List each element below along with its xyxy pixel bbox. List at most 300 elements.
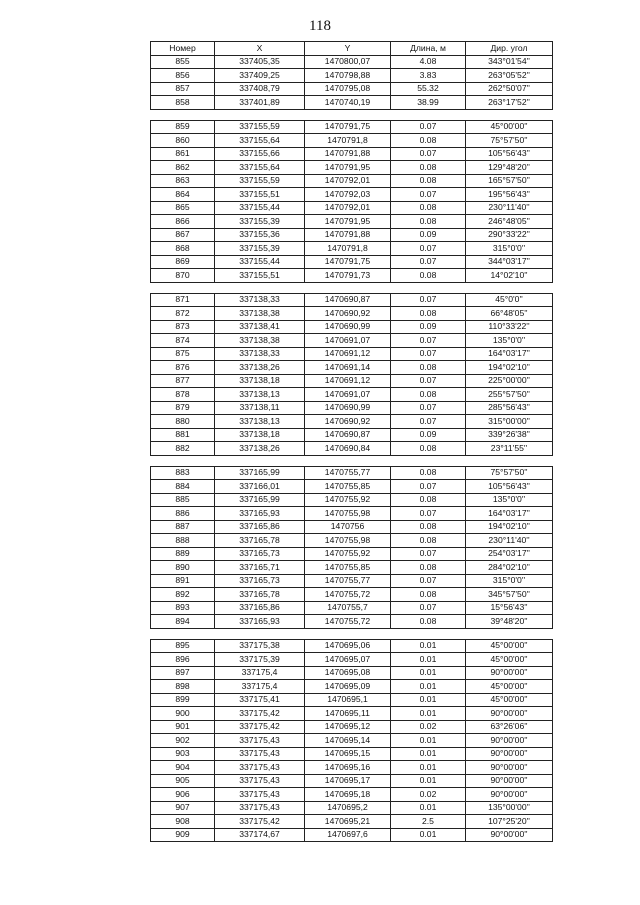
table-row — [151, 361, 553, 375]
y-cell: 1470695,09 — [305, 680, 391, 694]
table-row — [151, 680, 553, 694]
x-cell: 337175,43 — [215, 801, 305, 815]
x-cell: 337405,35 — [215, 55, 305, 69]
direction-angle-cell: 105°56'43'' — [466, 480, 553, 494]
direction-angle-cell: 230°11'40'' — [466, 201, 553, 215]
x-cell: 337138,26 — [215, 361, 305, 375]
table-row — [151, 707, 553, 721]
x-cell: 337138,13 — [215, 415, 305, 429]
y-cell: 1470791,95 — [305, 161, 391, 175]
x-cell: 337138,33 — [215, 347, 305, 361]
direction-angle-cell: 194°02'10'' — [466, 361, 553, 375]
length-cell: 0.08 — [391, 561, 466, 575]
table-row — [151, 588, 553, 602]
length-cell: 0.07 — [391, 347, 466, 361]
length-cell: 0.08 — [391, 134, 466, 148]
point-number-cell: 897 — [151, 666, 215, 680]
y-cell: 1470791,8 — [305, 242, 391, 256]
point-number-cell: 860 — [151, 134, 215, 148]
point-number-cell: 887 — [151, 520, 215, 534]
length-cell: 0.07 — [391, 574, 466, 588]
y-cell: 1470740,19 — [305, 96, 391, 110]
table-row — [151, 693, 553, 707]
direction-angle-cell: 23°11'55'' — [466, 442, 553, 456]
length-cell: 0.07 — [391, 293, 466, 307]
length-cell: 0.07 — [391, 547, 466, 561]
y-cell: 1470691,07 — [305, 388, 391, 402]
x-cell: 337165,99 — [215, 466, 305, 480]
length-cell: 0.01 — [391, 639, 466, 653]
length-cell: 0.07 — [391, 374, 466, 388]
direction-angle-cell: 285°56'43'' — [466, 401, 553, 415]
x-cell: 337175,42 — [215, 720, 305, 734]
y-cell: 1470792,01 — [305, 174, 391, 188]
point-number-cell: 883 — [151, 466, 215, 480]
point-number-cell: 866 — [151, 215, 215, 229]
point-number-cell: 889 — [151, 547, 215, 561]
table-row — [151, 561, 553, 575]
length-cell: 0.08 — [391, 493, 466, 507]
point-number-cell: 877 — [151, 374, 215, 388]
table-row — [151, 55, 553, 69]
x-cell: 337165,99 — [215, 493, 305, 507]
y-cell: 1470755,85 — [305, 561, 391, 575]
point-number-cell: 885 — [151, 493, 215, 507]
x-cell: 337175,43 — [215, 734, 305, 748]
x-cell: 337408,79 — [215, 82, 305, 96]
y-cell: 1470792,03 — [305, 188, 391, 202]
x-cell: 337175,42 — [215, 707, 305, 721]
y-cell: 1470691,12 — [305, 374, 391, 388]
x-cell: 337155,39 — [215, 242, 305, 256]
table-row — [151, 374, 553, 388]
length-cell: 0.08 — [391, 466, 466, 480]
y-cell: 1470791,8 — [305, 134, 391, 148]
table-row — [151, 774, 553, 788]
y-cell: 1470690,92 — [305, 307, 391, 321]
length-cell: 0.01 — [391, 774, 466, 788]
table-row — [151, 307, 553, 321]
point-number-cell: 890 — [151, 561, 215, 575]
x-cell: 337175,43 — [215, 747, 305, 761]
length-cell: 0.08 — [391, 361, 466, 375]
point-number-cell: 856 — [151, 69, 215, 83]
point-number-cell: 880 — [151, 415, 215, 429]
point-number-cell: 881 — [151, 428, 215, 442]
y-cell: 1470690,92 — [305, 415, 391, 429]
table-body — [151, 55, 553, 842]
table-row — [151, 493, 553, 507]
direction-angle-cell: 315°0'0'' — [466, 242, 553, 256]
length-cell: 2.5 — [391, 815, 466, 829]
direction-angle-cell: 315°00'00'' — [466, 415, 553, 429]
table-row — [151, 215, 553, 229]
point-number-cell: 875 — [151, 347, 215, 361]
y-cell: 1470695,14 — [305, 734, 391, 748]
point-number-cell: 899 — [151, 693, 215, 707]
length-cell: 0.07 — [391, 242, 466, 256]
table-row — [151, 201, 553, 215]
y-cell: 1470755,92 — [305, 493, 391, 507]
y-cell: 1470755,85 — [305, 480, 391, 494]
x-cell: 337138,41 — [215, 320, 305, 334]
point-number-cell: 884 — [151, 480, 215, 494]
point-number-cell: 872 — [151, 307, 215, 321]
length-cell: 0.07 — [391, 120, 466, 134]
table-row — [151, 828, 553, 842]
length-cell: 0.07 — [391, 480, 466, 494]
length-cell: 0.07 — [391, 507, 466, 521]
table-row — [151, 801, 553, 815]
length-cell: 55.32 — [391, 82, 466, 96]
table-row — [151, 388, 553, 402]
length-cell: 0.07 — [391, 147, 466, 161]
y-cell: 1470691,07 — [305, 334, 391, 348]
table-row — [151, 720, 553, 734]
table-row — [151, 82, 553, 96]
x-cell: 337138,18 — [215, 374, 305, 388]
length-cell: 0.08 — [391, 388, 466, 402]
x-cell: 337155,39 — [215, 215, 305, 229]
length-cell: 0.01 — [391, 761, 466, 775]
length-cell: 38.99 — [391, 96, 466, 110]
length-cell: 0.08 — [391, 534, 466, 548]
header-y: Y — [305, 42, 391, 56]
y-cell: 1470695,15 — [305, 747, 391, 761]
direction-angle-cell: 135°0'0'' — [466, 334, 553, 348]
direction-angle-cell: 45°0'0'' — [466, 293, 553, 307]
y-cell: 1470755,72 — [305, 615, 391, 629]
table-row — [151, 747, 553, 761]
point-number-cell: 871 — [151, 293, 215, 307]
length-cell: 0.02 — [391, 788, 466, 802]
direction-angle-cell: 246°48'05'' — [466, 215, 553, 229]
x-cell: 337155,44 — [215, 255, 305, 269]
table-row — [151, 320, 553, 334]
length-cell: 0.01 — [391, 801, 466, 815]
y-cell: 1470791,95 — [305, 215, 391, 229]
x-cell: 337155,44 — [215, 201, 305, 215]
point-number-cell: 891 — [151, 574, 215, 588]
table-row — [151, 69, 553, 83]
y-cell: 1470691,14 — [305, 361, 391, 375]
y-cell: 1470695,2 — [305, 801, 391, 815]
group-separator — [151, 628, 553, 639]
point-number-cell: 878 — [151, 388, 215, 402]
table-row — [151, 666, 553, 680]
length-cell: 0.01 — [391, 666, 466, 680]
length-cell: 0.09 — [391, 320, 466, 334]
y-cell: 1470690,87 — [305, 428, 391, 442]
point-number-cell: 863 — [151, 174, 215, 188]
y-cell: 1470791,75 — [305, 255, 391, 269]
y-cell: 1470695,18 — [305, 788, 391, 802]
point-number-cell: 855 — [151, 55, 215, 69]
direction-angle-cell: 110°33'22'' — [466, 320, 553, 334]
x-cell: 337138,13 — [215, 388, 305, 402]
direction-angle-cell: 45°00'00'' — [466, 120, 553, 134]
direction-angle-cell: 90°00'00'' — [466, 761, 553, 775]
table-row — [151, 547, 553, 561]
point-number-cell: 894 — [151, 615, 215, 629]
length-cell: 0.08 — [391, 269, 466, 283]
table-row — [151, 466, 553, 480]
y-cell: 1470795,08 — [305, 82, 391, 96]
group-separator — [151, 455, 553, 466]
x-cell: 337165,71 — [215, 561, 305, 575]
y-cell: 1470791,73 — [305, 269, 391, 283]
point-number-cell: 861 — [151, 147, 215, 161]
length-cell: 0.01 — [391, 680, 466, 694]
point-number-cell: 904 — [151, 761, 215, 775]
point-number-cell: 896 — [151, 653, 215, 667]
x-cell: 337155,59 — [215, 174, 305, 188]
table-row — [151, 269, 553, 283]
point-number-cell: 869 — [151, 255, 215, 269]
length-cell: 0.07 — [391, 334, 466, 348]
coordinates-table — [150, 41, 553, 842]
point-number-cell: 858 — [151, 96, 215, 110]
y-cell: 1470755,77 — [305, 574, 391, 588]
direction-angle-cell: 75°57'50'' — [466, 466, 553, 480]
length-cell: 0.08 — [391, 161, 466, 175]
y-cell: 1470695,12 — [305, 720, 391, 734]
length-cell: 0.01 — [391, 828, 466, 842]
point-number-cell: 876 — [151, 361, 215, 375]
length-cell: 0.09 — [391, 228, 466, 242]
table-row — [151, 255, 553, 269]
length-cell: 0.08 — [391, 520, 466, 534]
y-cell: 1470792,01 — [305, 201, 391, 215]
point-number-cell: 908 — [151, 815, 215, 829]
length-cell: 0.08 — [391, 201, 466, 215]
direction-angle-cell: 262°50'07'' — [466, 82, 553, 96]
x-cell: 337409,25 — [215, 69, 305, 83]
point-number-cell: 895 — [151, 639, 215, 653]
direction-angle-cell: 194°02'10'' — [466, 520, 553, 534]
point-number-cell: 862 — [151, 161, 215, 175]
table-row — [151, 761, 553, 775]
x-cell: 337166,01 — [215, 480, 305, 494]
table-row — [151, 174, 553, 188]
direction-angle-cell: 165°57'50'' — [466, 174, 553, 188]
table-row — [151, 480, 553, 494]
table-row — [151, 347, 553, 361]
header-x: X — [215, 42, 305, 56]
direction-angle-cell: 230°11'40'' — [466, 534, 553, 548]
table-row — [151, 601, 553, 615]
direction-angle-cell: 107°25'20'' — [466, 815, 553, 829]
direction-angle-cell: 45°00'00'' — [466, 693, 553, 707]
point-number-cell: 870 — [151, 269, 215, 283]
length-cell: 0.01 — [391, 734, 466, 748]
point-number-cell: 882 — [151, 442, 215, 456]
y-cell: 1470755,77 — [305, 466, 391, 480]
table-row — [151, 788, 553, 802]
x-cell: 337155,64 — [215, 161, 305, 175]
length-cell: 0.08 — [391, 307, 466, 321]
x-cell: 337175,43 — [215, 788, 305, 802]
direction-angle-cell: 14°02'10'' — [466, 269, 553, 283]
x-cell: 337175,43 — [215, 761, 305, 775]
y-cell: 1470695,21 — [305, 815, 391, 829]
direction-angle-cell: 90°00'00'' — [466, 707, 553, 721]
direction-angle-cell: 315°0'0'' — [466, 574, 553, 588]
table-row — [151, 534, 553, 548]
y-cell: 1470690,99 — [305, 401, 391, 415]
x-cell: 337155,51 — [215, 188, 305, 202]
table-row — [151, 96, 553, 110]
point-number-cell: 892 — [151, 588, 215, 602]
table-row — [151, 120, 553, 134]
length-cell: 0.01 — [391, 693, 466, 707]
length-cell: 0.08 — [391, 615, 466, 629]
point-number-cell: 859 — [151, 120, 215, 134]
direction-angle-cell: 90°00'00'' — [466, 747, 553, 761]
point-number-cell: 900 — [151, 707, 215, 721]
x-cell: 337165,86 — [215, 601, 305, 615]
direction-angle-cell: 45°00'00'' — [466, 680, 553, 694]
direction-angle-cell: 135°0'0'' — [466, 493, 553, 507]
y-cell: 1470755,98 — [305, 507, 391, 521]
direction-angle-cell: 90°00'00'' — [466, 788, 553, 802]
table-row — [151, 161, 553, 175]
direction-angle-cell: 129°48'20'' — [466, 161, 553, 175]
direction-angle-cell: 63°26'06'' — [466, 720, 553, 734]
point-number-cell: 893 — [151, 601, 215, 615]
x-cell: 337165,86 — [215, 520, 305, 534]
table-row — [151, 442, 553, 456]
point-number-cell: 902 — [151, 734, 215, 748]
x-cell: 337175,4 — [215, 680, 305, 694]
direction-angle-cell: 164°03'17'' — [466, 347, 553, 361]
x-cell: 337155,36 — [215, 228, 305, 242]
x-cell: 337165,93 — [215, 507, 305, 521]
table-row — [151, 334, 553, 348]
direction-angle-cell: 90°00'00'' — [466, 828, 553, 842]
point-number-cell: 898 — [151, 680, 215, 694]
length-cell: 4.08 — [391, 55, 466, 69]
x-cell: 337175,38 — [215, 639, 305, 653]
direction-angle-cell: 290°33'22'' — [466, 228, 553, 242]
y-cell: 1470755,98 — [305, 534, 391, 548]
point-number-cell: 901 — [151, 720, 215, 734]
y-cell: 1470690,87 — [305, 293, 391, 307]
direction-angle-cell: 15°56'43'' — [466, 601, 553, 615]
direction-angle-cell: 263°17'52'' — [466, 96, 553, 110]
y-cell: 1470791,75 — [305, 120, 391, 134]
y-cell: 1470695,07 — [305, 653, 391, 667]
point-number-cell: 867 — [151, 228, 215, 242]
direction-angle-cell: 339°26'38'' — [466, 428, 553, 442]
direction-angle-cell: 284°02'10'' — [466, 561, 553, 575]
direction-angle-cell: 105°56'43'' — [466, 147, 553, 161]
y-cell: 1470756 — [305, 520, 391, 534]
table-row — [151, 293, 553, 307]
table-row — [151, 574, 553, 588]
x-cell: 337155,59 — [215, 120, 305, 134]
header-row — [151, 42, 553, 56]
y-cell: 1470695,11 — [305, 707, 391, 721]
x-cell: 337138,18 — [215, 428, 305, 442]
header-length: Длина, м — [391, 42, 466, 56]
direction-angle-cell: 254°03'17'' — [466, 547, 553, 561]
point-number-cell: 879 — [151, 401, 215, 415]
y-cell: 1470791,88 — [305, 147, 391, 161]
direction-angle-cell: 344°03'17'' — [466, 255, 553, 269]
direction-angle-cell: 195°56'43'' — [466, 188, 553, 202]
direction-angle-cell: 343°01'54'' — [466, 55, 553, 69]
y-cell: 1470755,92 — [305, 547, 391, 561]
point-number-cell: 868 — [151, 242, 215, 256]
table-row — [151, 428, 553, 442]
x-cell: 337174,67 — [215, 828, 305, 842]
length-cell: 0.08 — [391, 215, 466, 229]
table-row — [151, 615, 553, 629]
table-row — [151, 242, 553, 256]
y-cell: 1470695,17 — [305, 774, 391, 788]
length-cell: 0.01 — [391, 707, 466, 721]
table-row — [151, 734, 553, 748]
length-cell: 0.08 — [391, 174, 466, 188]
direction-angle-cell: 75°57'50'' — [466, 134, 553, 148]
point-number-cell: 903 — [151, 747, 215, 761]
y-cell: 1470695,08 — [305, 666, 391, 680]
table-row — [151, 401, 553, 415]
point-number-cell: 909 — [151, 828, 215, 842]
x-cell: 337401,89 — [215, 96, 305, 110]
length-cell: 0.01 — [391, 653, 466, 667]
table-row — [151, 228, 553, 242]
y-cell: 1470691,12 — [305, 347, 391, 361]
point-number-cell: 873 — [151, 320, 215, 334]
y-cell: 1470791,88 — [305, 228, 391, 242]
length-cell: 0.07 — [391, 601, 466, 615]
x-cell: 337138,11 — [215, 401, 305, 415]
x-cell: 337138,33 — [215, 293, 305, 307]
point-number-cell: 906 — [151, 788, 215, 802]
x-cell: 337165,78 — [215, 588, 305, 602]
y-cell: 1470755,7 — [305, 601, 391, 615]
table-row — [151, 188, 553, 202]
x-cell: 337175,42 — [215, 815, 305, 829]
y-cell: 1470695,16 — [305, 761, 391, 775]
y-cell: 1470695,06 — [305, 639, 391, 653]
direction-angle-cell: 90°00'00'' — [466, 774, 553, 788]
length-cell: 0.08 — [391, 442, 466, 456]
table-row — [151, 653, 553, 667]
point-number-cell: 886 — [151, 507, 215, 521]
y-cell: 1470798,88 — [305, 69, 391, 83]
length-cell: 0.07 — [391, 415, 466, 429]
length-cell: 0.07 — [391, 401, 466, 415]
header-direction-angle: Дир. угол — [466, 42, 553, 56]
x-cell: 337165,93 — [215, 615, 305, 629]
direction-angle-cell: 164°03'17'' — [466, 507, 553, 521]
y-cell: 1470697,6 — [305, 828, 391, 842]
direction-angle-cell: 45°00'00'' — [466, 639, 553, 653]
y-cell: 1470690,84 — [305, 442, 391, 456]
length-cell: 0.02 — [391, 720, 466, 734]
x-cell: 337155,51 — [215, 269, 305, 283]
x-cell: 337155,64 — [215, 134, 305, 148]
x-cell: 337138,38 — [215, 334, 305, 348]
point-number-cell: 888 — [151, 534, 215, 548]
point-number-cell: 905 — [151, 774, 215, 788]
direction-angle-cell: 255°57'50'' — [466, 388, 553, 402]
table-row — [151, 815, 553, 829]
x-cell: 337165,73 — [215, 574, 305, 588]
